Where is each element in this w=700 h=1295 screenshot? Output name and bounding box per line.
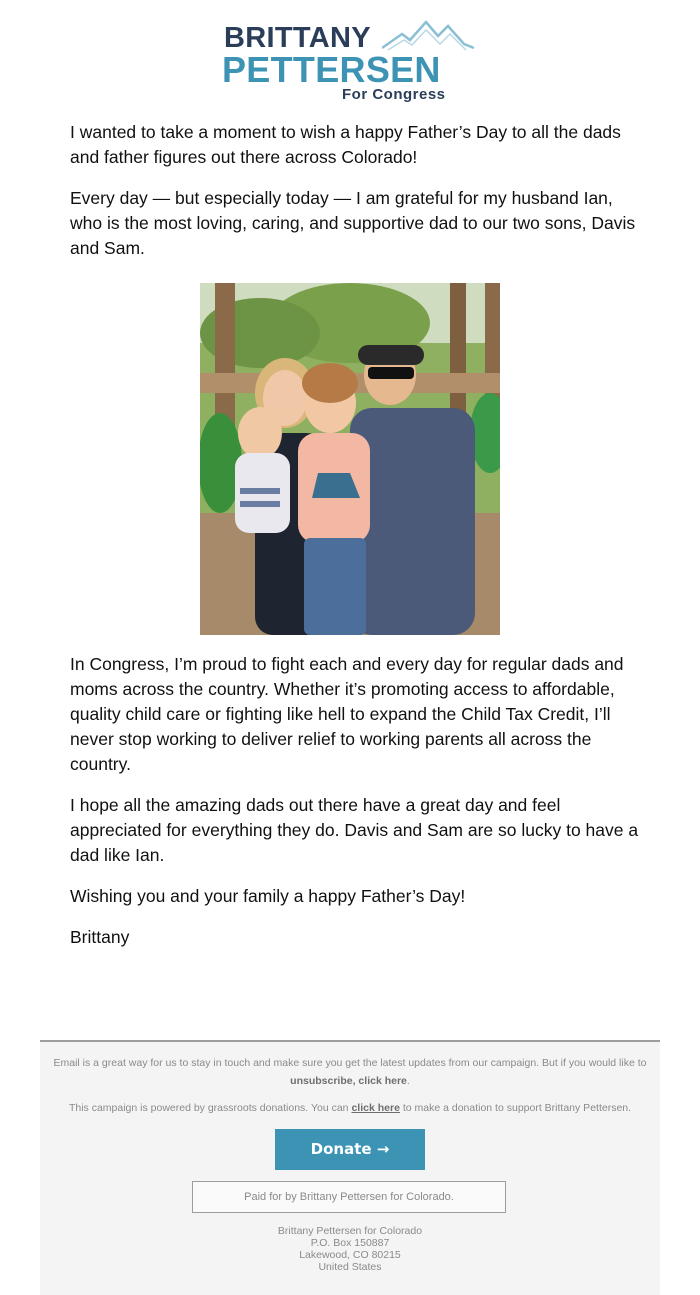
footer-email-note: Email is a great way for us to stay in touch and make sure you get the latest updates from our campaign. But if you would like to unsubscribe, click here. xyxy=(53,1057,647,1087)
message-body-bottom xyxy=(70,652,640,966)
paragraph-dads: I hope all the amazing dads out there have a great day and feel appreciated for everything they do. Davis and Sam are so lucky to have a dad like Ian. xyxy=(70,795,639,865)
paragraph-congress: In Congress, I’m proud to fight each and every day for regular dads and moms across the country. Whether it’s promoting access to affordable, quality child care or fighting like hell to expand the Child Tax Credit, I’ll never stop working to deliver relief to working parents all across the country. xyxy=(70,654,624,774)
logo-name-last: PETTERSEN xyxy=(222,49,441,90)
address-line: P.O. Box 150887 xyxy=(310,1237,390,1249)
grassroots-text-pre: This campaign is powered by grassroots donations. You can xyxy=(68,1102,349,1114)
email-header xyxy=(0,0,700,115)
address-line: United States xyxy=(318,1261,382,1273)
grassroots-text-post: to make a donation to support Brittany Pettersen. xyxy=(402,1102,632,1114)
mailing-address xyxy=(50,1225,650,1273)
signature: Brittany xyxy=(70,927,130,947)
paragraph-husband: Every day — but especially today — I am grateful for my husband Ian, who is the most loving, caring, and supportive dad to our two sons, Davis and Sam. xyxy=(70,188,636,258)
message-body-top xyxy=(70,120,640,277)
paid-for-disclaimer: Paid for by Brittany Pettersen for Colorado. xyxy=(192,1181,506,1213)
email-footer xyxy=(40,1040,660,1295)
logo-tagline: For Congress xyxy=(342,86,446,103)
address-line: Brittany Pettersen for Colorado xyxy=(277,1225,423,1237)
family-photo xyxy=(200,283,500,635)
paragraph-wishes: Wishing you and your family a happy Father’s Day! xyxy=(70,886,466,906)
footer-grassroots-note xyxy=(50,1099,650,1117)
logo-name-first: BRITTANY xyxy=(224,22,371,54)
paragraph-intro: I wanted to take a moment to wish a happy Father’s Day to all the dads and father figures out there across Colorado! xyxy=(70,122,621,167)
donate-click-here-link[interactable]: click here xyxy=(351,1102,400,1114)
address-line: Lakewood, CO 80215 xyxy=(299,1249,401,1261)
footer-email-text: Email is a great way for us to stay in touch and make sure you get the latest updates from our campaign. But if you would like to xyxy=(53,1057,647,1069)
unsubscribe-link[interactable]: unsubscribe, click here xyxy=(290,1075,407,1087)
donate-button[interactable]: Donate → xyxy=(275,1129,425,1170)
family-photo-image xyxy=(200,283,500,635)
campaign-logo[interactable] xyxy=(222,18,478,106)
